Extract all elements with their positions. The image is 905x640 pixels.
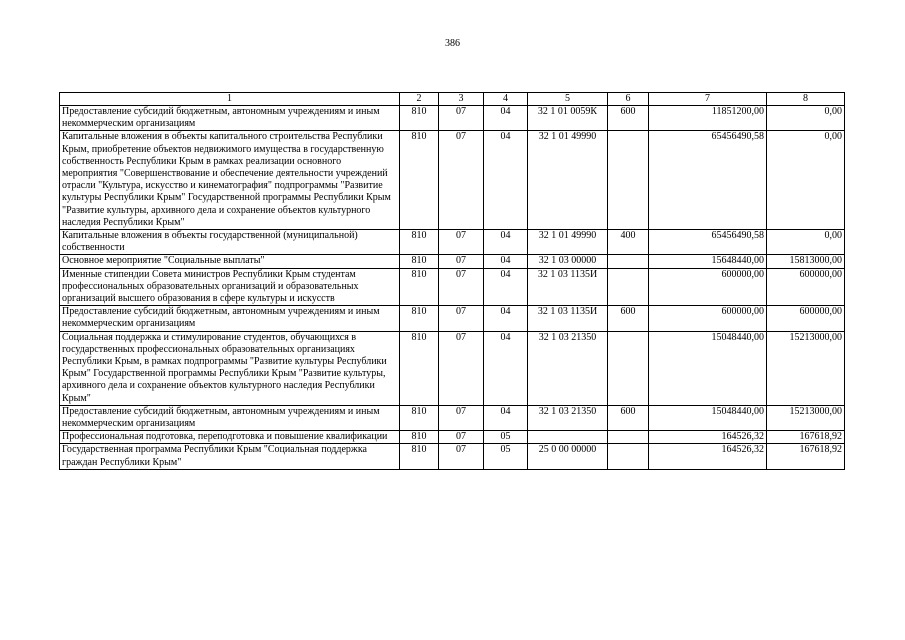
row-section: 07	[439, 431, 484, 444]
table-row	[60, 268, 845, 306]
row-amount-col8: 0,00	[767, 131, 845, 230]
row-amount-col7: 600000,00	[649, 268, 767, 306]
row-expense-type	[608, 431, 649, 444]
table-row	[60, 331, 845, 405]
row-target-article: 32 1 03 21350	[528, 331, 608, 405]
row-ministry-code: 810	[400, 131, 439, 230]
header-cell: 1	[60, 93, 400, 106]
row-name: Предоставление субсидий бюджетным, автономным учреждениям и иным некоммерческим организациям	[60, 106, 400, 131]
row-amount-col8: 0,00	[767, 106, 845, 131]
row-name: Именные стипендии Совета министров Республики Крым студентам профессиональных образовательных организаций и образовательных организаций высшего образования в сфере культуры и искусств	[60, 268, 400, 306]
table-row	[60, 444, 845, 469]
page-number: 386	[445, 38, 460, 49]
row-ministry-code: 810	[400, 444, 439, 469]
row-ministry-code: 810	[400, 230, 439, 255]
row-amount-col8: 600000,00	[767, 268, 845, 306]
row-target-article: 32 1 01 49990	[528, 230, 608, 255]
row-ministry-code: 810	[400, 106, 439, 131]
row-section: 07	[439, 106, 484, 131]
row-name: Государственная программа Республики Крым "Социальная поддержка граждан Республики Крым"	[60, 444, 400, 469]
row-subsection: 04	[484, 306, 528, 331]
row-name: Социальная поддержка и стимулирование студентов, обучающихся в государственных профессиональных образовательных организациях Республики Крым, в рамках подпрограммы "Развитие культуры Республики Крым" Государственной программы Республики Крым "Развитие культуры, архивного дела и сохранение объектов культурного наследия Республики Крым"	[60, 331, 400, 405]
row-subsection: 05	[484, 444, 528, 469]
header-cell: 6	[608, 93, 649, 106]
header-cell: 4	[484, 93, 528, 106]
row-expense-type	[608, 131, 649, 230]
table-row	[60, 131, 845, 230]
row-amount-col8: 600000,00	[767, 306, 845, 331]
budget-table	[59, 92, 845, 470]
table-row	[60, 106, 845, 131]
row-expense-type	[608, 268, 649, 306]
row-amount-col8: 167618,92	[767, 444, 845, 469]
row-name: Предоставление субсидий бюджетным, автономным учреждениям и иным некоммерческим организациям	[60, 405, 400, 430]
table-row	[60, 306, 845, 331]
row-amount-col8: 15213000,00	[767, 331, 845, 405]
table-row	[60, 405, 845, 430]
row-amount-col7: 65456490,58	[649, 131, 767, 230]
row-target-article: 32 1 03 1135И	[528, 268, 608, 306]
row-expense-type: 600	[608, 405, 649, 430]
row-amount-col7: 15048440,00	[649, 405, 767, 430]
row-amount-col7: 15648440,00	[649, 255, 767, 268]
table-row	[60, 255, 845, 268]
header-cell: 5	[528, 93, 608, 106]
row-subsection: 04	[484, 405, 528, 430]
row-subsection: 04	[484, 255, 528, 268]
row-expense-type: 400	[608, 230, 649, 255]
row-expense-type: 600	[608, 306, 649, 331]
row-amount-col7: 11851200,00	[649, 106, 767, 131]
row-target-article: 32 1 03 00000	[528, 255, 608, 268]
header-row	[60, 93, 845, 106]
row-section: 07	[439, 405, 484, 430]
row-section: 07	[439, 230, 484, 255]
row-ministry-code: 810	[400, 306, 439, 331]
row-subsection: 04	[484, 131, 528, 230]
row-ministry-code: 810	[400, 255, 439, 268]
row-section: 07	[439, 444, 484, 469]
row-target-article: 32 1 01 0059К	[528, 106, 608, 131]
row-subsection: 04	[484, 331, 528, 405]
row-name: Капитальные вложения в объекты государственной (муниципальной) собственности	[60, 230, 400, 255]
row-section: 07	[439, 255, 484, 268]
header-cell: 7	[649, 93, 767, 106]
row-section: 07	[439, 268, 484, 306]
row-section: 07	[439, 306, 484, 331]
row-amount-col8: 167618,92	[767, 431, 845, 444]
row-subsection: 04	[484, 268, 528, 306]
row-expense-type	[608, 255, 649, 268]
row-amount-col7: 600000,00	[649, 306, 767, 331]
row-amount-col8: 0,00	[767, 230, 845, 255]
row-name: Предоставление субсидий бюджетным, автономным учреждениям и иным некоммерческим организациям	[60, 306, 400, 331]
row-amount-col7: 164526,32	[649, 444, 767, 469]
row-amount-col8: 15813000,00	[767, 255, 845, 268]
row-target-article: 32 1 01 49990	[528, 131, 608, 230]
row-section: 07	[439, 131, 484, 230]
header-cell: 3	[439, 93, 484, 106]
row-ministry-code: 810	[400, 268, 439, 306]
header-cell: 8	[767, 93, 845, 106]
row-target-article: 32 1 03 21350	[528, 405, 608, 430]
row-expense-type: 600	[608, 106, 649, 131]
row-subsection: 05	[484, 431, 528, 444]
row-amount-col7: 15048440,00	[649, 331, 767, 405]
header-cell: 2	[400, 93, 439, 106]
table-row	[60, 230, 845, 255]
row-ministry-code: 810	[400, 331, 439, 405]
row-expense-type	[608, 444, 649, 469]
row-target-article: 25 0 00 00000	[528, 444, 608, 469]
row-ministry-code: 810	[400, 405, 439, 430]
row-section: 07	[439, 331, 484, 405]
row-amount-col7: 65456490,58	[649, 230, 767, 255]
table-row	[60, 431, 845, 444]
row-subsection: 04	[484, 106, 528, 131]
row-name: Профессиональная подготовка, переподготовка и повышение квалификации	[60, 431, 400, 444]
row-subsection: 04	[484, 230, 528, 255]
row-target-article: 32 1 03 1135И	[528, 306, 608, 331]
row-name: Капитальные вложения в объекты капитального строительства Республики Крым, приобретение объектов недвижимого имущества в государственную собственность Республики Крым в рамках реализации основного мероприятия "Совершенствование и обеспечение деятельности учреждений отрасли "Культура, искусство и кинематография" подпрограммы "Развитие культуры Республики Крым" Государственной программы Республики Крым "Развитие культуры, архивного дела и сохранение объектов культурного наследия Республики Крым"	[60, 131, 400, 230]
row-ministry-code: 810	[400, 431, 439, 444]
row-expense-type	[608, 331, 649, 405]
row-name: Основное мероприятие "Социальные выплаты"	[60, 255, 400, 268]
row-amount-col8: 15213000,00	[767, 405, 845, 430]
row-target-article	[528, 431, 608, 444]
row-amount-col7: 164526,32	[649, 431, 767, 444]
